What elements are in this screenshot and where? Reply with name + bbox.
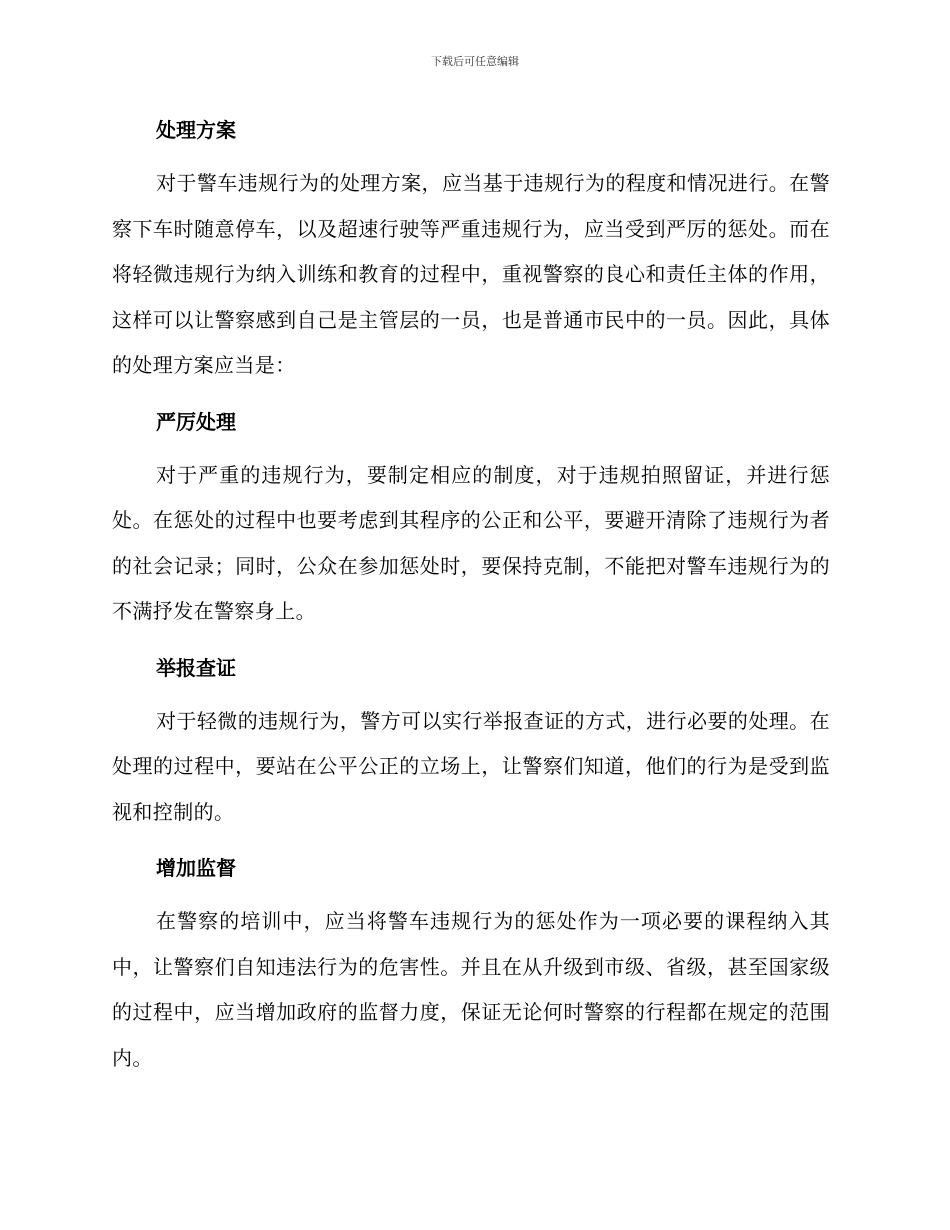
section-report-verification <box>112 648 830 836</box>
section-heading: 举报查证 <box>156 655 236 680</box>
page-header: 下载后可任意编辑 <box>431 55 519 68</box>
section-strict-handling <box>112 402 830 635</box>
section-increase-supervision <box>112 848 830 1081</box>
section-paragraph: 对于严重的违规行为，要制定相应的制度，对于违规拍照留证，并进行惩处。在惩处的过程中也要考虑到其程序的公正和公平，要避开清除了违规行为者的社会记录；同时，公众在参加惩处时，要保持克制，不能把对警车违规行为的不满抒发在警察身上。 <box>112 462 830 623</box>
document-body <box>112 110 830 1091</box>
section-paragraph: 对于轻微的违规行为，警方可以实行举报查证的方式，进行必要的处理。在处理的过程中，要站在公平公正的立场上，让警察们知道，他们的行为是受到监视和控制的。 <box>112 708 830 824</box>
section-paragraph: 对于警车违规行为的处理方案，应当基于违规行为的程度和情况进行。在警察下车时随意停车，以及超速行驶等严重违规行为，应当受到严厉的惩处。而在将轻微违规行为纳入训练和教育的过程中，重视警察的良心和责任主体的作用，这样可以让警察感到自己是主管层的一员，也是普通市民中的一员。因此，具体的处理方案应当是： <box>112 171 830 377</box>
section-heading: 增加监督 <box>156 856 236 880</box>
section-processing-plan <box>112 110 830 389</box>
section-paragraph: 在警察的培训中，应当将警车违规行为的惩处作为一项必要的课程纳入其中，让警察们自知违法行为的危害性。并且在从升级到市级、省级，甚至国家级的过程中，应当增加政府的监督力度，保证无论何时警察的行程都在规定的范围内。 <box>112 909 830 1070</box>
section-heading: 处理方案 <box>156 118 236 142</box>
section-heading: 严厉处理 <box>156 409 236 434</box>
